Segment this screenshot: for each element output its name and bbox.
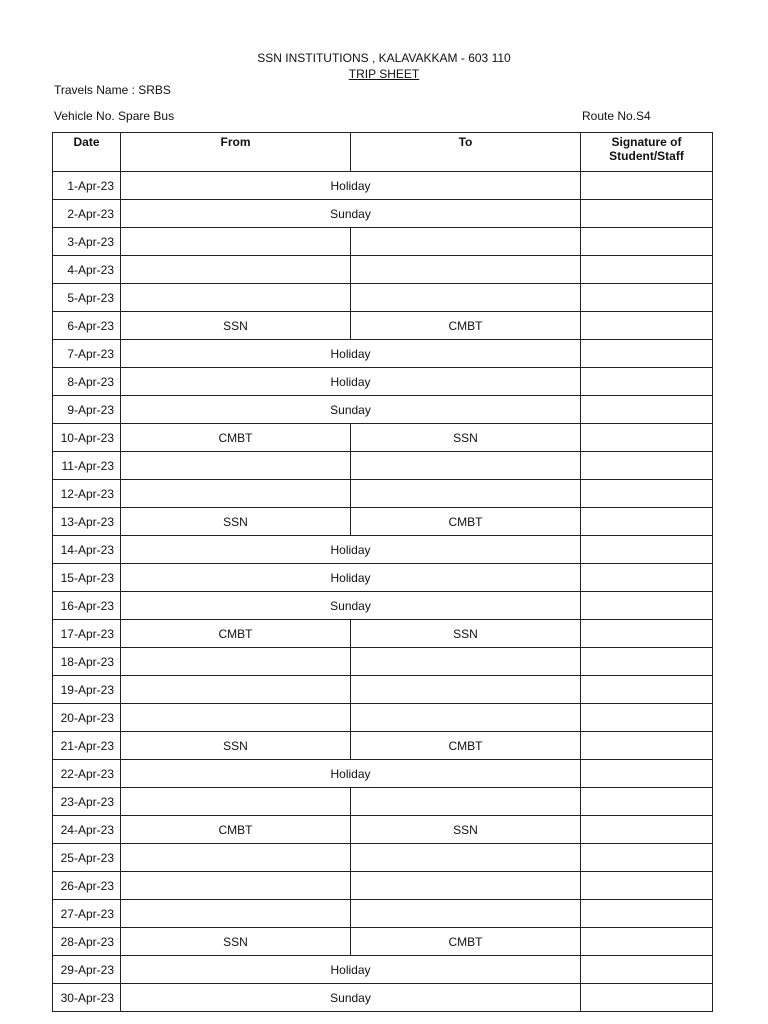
row-to [351, 284, 581, 312]
row-date: 9-Apr-23 [53, 396, 121, 424]
row-note: Holiday [121, 368, 581, 396]
vehicle-number: Vehicle No. Spare Bus [54, 109, 175, 123]
row-to [351, 788, 581, 816]
row-to [351, 228, 581, 256]
row-from [121, 648, 351, 676]
row-from [121, 228, 351, 256]
row-to [351, 900, 581, 928]
row-date: 14-Apr-23 [53, 536, 121, 564]
table-row [53, 760, 713, 788]
row-date: 22-Apr-23 [53, 760, 121, 788]
travels-name: Travels Name : SRBS [54, 83, 171, 97]
document-subtitle: TRIP SHEET [348, 67, 420, 81]
table-row [53, 284, 713, 312]
row-signature-cell[interactable] [581, 284, 713, 312]
row-date: 24-Apr-23 [53, 816, 121, 844]
row-signature-cell[interactable] [581, 508, 713, 536]
row-signature-cell[interactable] [581, 956, 713, 984]
row-date: 25-Apr-23 [53, 844, 121, 872]
column-header-signature: Signature of Student/Staff [581, 133, 713, 172]
row-note: Holiday [121, 564, 581, 592]
row-date: 23-Apr-23 [53, 788, 121, 816]
row-signature-cell[interactable] [581, 872, 713, 900]
row-from: SSN [121, 732, 351, 760]
row-signature-cell[interactable] [581, 228, 713, 256]
row-date: 10-Apr-23 [53, 424, 121, 452]
row-from [121, 452, 351, 480]
row-signature-cell[interactable] [581, 676, 713, 704]
table-row [53, 172, 713, 200]
table-row [53, 228, 713, 256]
row-date: 3-Apr-23 [53, 228, 121, 256]
row-signature-cell[interactable] [581, 732, 713, 760]
table-row [53, 956, 713, 984]
table-row [53, 788, 713, 816]
row-to [351, 844, 581, 872]
trip-rows [53, 172, 713, 1012]
row-to [351, 872, 581, 900]
row-from [121, 900, 351, 928]
row-signature-cell[interactable] [581, 984, 713, 1012]
row-to: CMBT [351, 312, 581, 340]
row-signature-cell[interactable] [581, 648, 713, 676]
row-date: 21-Apr-23 [53, 732, 121, 760]
row-signature-cell[interactable] [581, 844, 713, 872]
row-date: 12-Apr-23 [53, 480, 121, 508]
row-date: 16-Apr-23 [53, 592, 121, 620]
table-row [53, 732, 713, 760]
row-to [351, 676, 581, 704]
table-row [53, 480, 713, 508]
row-signature-cell[interactable] [581, 340, 713, 368]
row-date: 5-Apr-23 [53, 284, 121, 312]
row-signature-cell[interactable] [581, 564, 713, 592]
row-note: Holiday [121, 172, 581, 200]
row-signature-cell[interactable] [581, 312, 713, 340]
row-from [121, 676, 351, 704]
table-row [53, 620, 713, 648]
row-to [351, 452, 581, 480]
row-note: Holiday [121, 760, 581, 788]
row-note: Holiday [121, 340, 581, 368]
row-from: CMBT [121, 424, 351, 452]
row-note: Sunday [121, 984, 581, 1012]
row-signature-cell[interactable] [581, 788, 713, 816]
row-signature-cell[interactable] [581, 536, 713, 564]
row-from: CMBT [121, 620, 351, 648]
table-row [53, 592, 713, 620]
column-header-from: From [121, 133, 351, 172]
row-signature-cell[interactable] [581, 900, 713, 928]
row-note: Sunday [121, 200, 581, 228]
table-row [53, 452, 713, 480]
table-row [53, 508, 713, 536]
table-row [53, 564, 713, 592]
row-from: SSN [121, 312, 351, 340]
row-date: 13-Apr-23 [53, 508, 121, 536]
row-from [121, 788, 351, 816]
row-from [121, 872, 351, 900]
row-date: 2-Apr-23 [53, 200, 121, 228]
row-from: SSN [121, 508, 351, 536]
row-to [351, 704, 581, 732]
table-row [53, 872, 713, 900]
document-title: SSN INSTITUTIONS , KALAVAKKAM - 603 110 [257, 51, 511, 65]
row-to: SSN [351, 620, 581, 648]
table-row [53, 424, 713, 452]
row-date: 1-Apr-23 [53, 172, 121, 200]
row-date: 29-Apr-23 [53, 956, 121, 984]
row-to [351, 256, 581, 284]
row-from [121, 704, 351, 732]
row-from: CMBT [121, 816, 351, 844]
row-date: 7-Apr-23 [53, 340, 121, 368]
row-signature-cell[interactable] [581, 172, 713, 200]
trip-sheet-table [52, 132, 713, 1012]
column-header-date: Date [53, 133, 121, 172]
row-to: CMBT [351, 928, 581, 956]
row-from [121, 284, 351, 312]
table-row [53, 396, 713, 424]
row-signature-cell[interactable] [581, 928, 713, 956]
table-row [53, 816, 713, 844]
table-row [53, 676, 713, 704]
table-row [53, 844, 713, 872]
row-date: 6-Apr-23 [53, 312, 121, 340]
row-signature-cell[interactable] [581, 816, 713, 844]
row-date: 18-Apr-23 [53, 648, 121, 676]
table-row [53, 536, 713, 564]
row-date: 4-Apr-23 [53, 256, 121, 284]
row-signature-cell[interactable] [581, 396, 713, 424]
row-signature-cell[interactable] [581, 704, 713, 732]
table-row [53, 200, 713, 228]
row-date: 11-Apr-23 [53, 452, 121, 480]
row-note: Holiday [121, 536, 581, 564]
table-row [53, 928, 713, 956]
row-to [351, 648, 581, 676]
row-to: CMBT [351, 508, 581, 536]
table-row [53, 648, 713, 676]
table-row [53, 984, 713, 1012]
row-signature-cell[interactable] [581, 592, 713, 620]
row-from [121, 256, 351, 284]
route-number: Route No.S4 [582, 109, 651, 123]
table-row [53, 900, 713, 928]
row-signature-cell[interactable] [581, 424, 713, 452]
row-signature-cell[interactable] [581, 368, 713, 396]
row-from [121, 844, 351, 872]
row-date: 27-Apr-23 [53, 900, 121, 928]
row-date: 15-Apr-23 [53, 564, 121, 592]
row-signature-cell[interactable] [581, 480, 713, 508]
row-note: Sunday [121, 592, 581, 620]
row-date: 28-Apr-23 [53, 928, 121, 956]
row-note: Sunday [121, 396, 581, 424]
row-date: 20-Apr-23 [53, 704, 121, 732]
row-to [351, 480, 581, 508]
row-signature-cell[interactable] [581, 200, 713, 228]
row-to: SSN [351, 424, 581, 452]
row-date: 17-Apr-23 [53, 620, 121, 648]
row-to: SSN [351, 816, 581, 844]
row-note: Holiday [121, 956, 581, 984]
row-date: 19-Apr-23 [53, 676, 121, 704]
table-header-row [53, 133, 713, 172]
row-date: 30-Apr-23 [53, 984, 121, 1012]
row-signature-cell[interactable] [581, 256, 713, 284]
table-row [53, 312, 713, 340]
row-to: CMBT [351, 732, 581, 760]
row-date: 26-Apr-23 [53, 872, 121, 900]
row-signature-cell[interactable] [581, 760, 713, 788]
table-row [53, 256, 713, 284]
column-header-to: To [351, 133, 581, 172]
row-signature-cell[interactable] [581, 620, 713, 648]
table-row [53, 368, 713, 396]
row-from: SSN [121, 928, 351, 956]
table-row [53, 340, 713, 368]
row-signature-cell[interactable] [581, 452, 713, 480]
row-from [121, 480, 351, 508]
table-row [53, 704, 713, 732]
row-date: 8-Apr-23 [53, 368, 121, 396]
